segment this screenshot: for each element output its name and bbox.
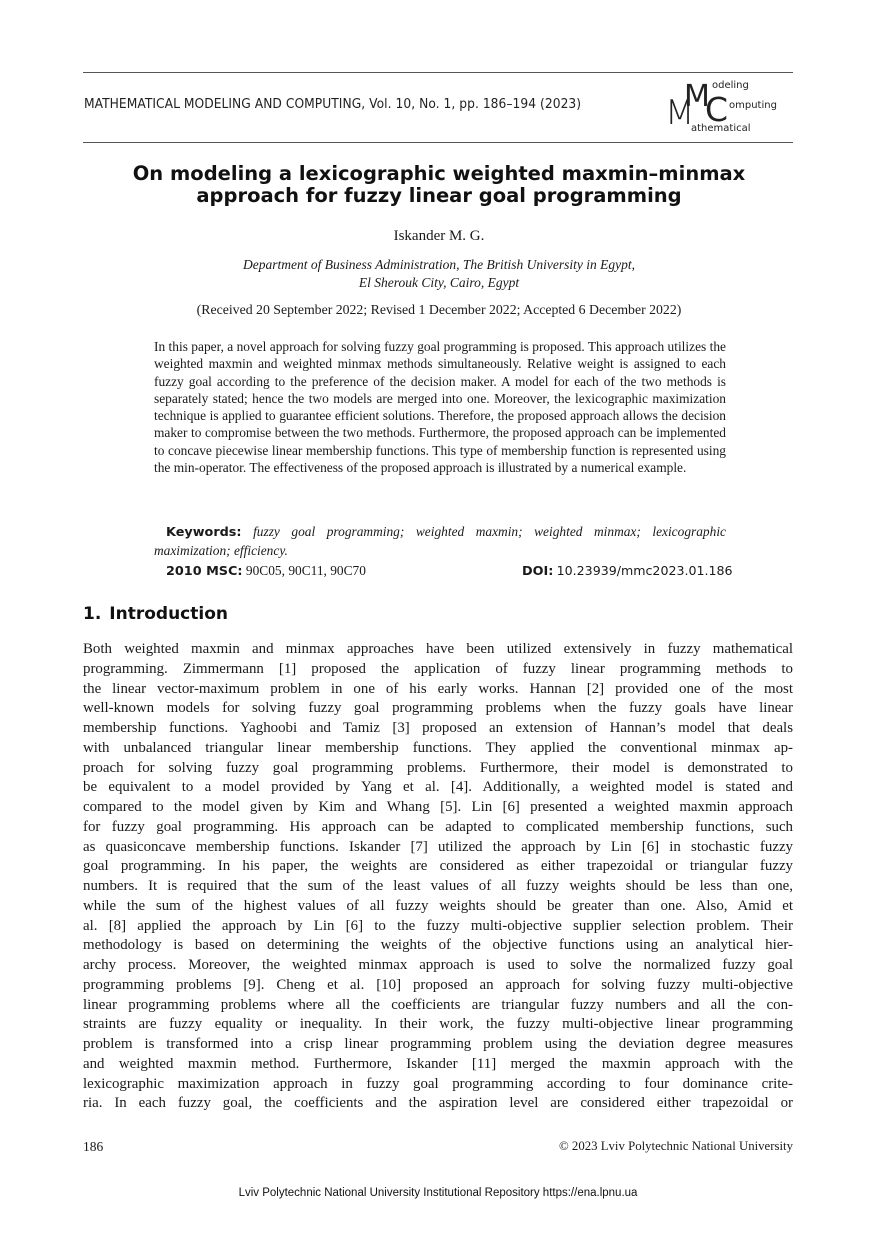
body-line: and weighted maxmin method. Furthermore, Iskander [11] merged the maxmin approach with the bbox=[83, 1055, 793, 1072]
body-line: for fuzzy goal programming. His approach can be adapted to complicated membership functions, such bbox=[83, 818, 793, 835]
body-line: Both weighted maxmin and minmax approaches have been utilized extensively in fuzzy mathematical bbox=[83, 641, 793, 657]
logo-mid-m: M bbox=[684, 79, 710, 114]
body-line: goal programming. In his paper, the weights are considered as either trapezoidal or triangular fuzzy bbox=[83, 858, 793, 875]
body-line: well-known models for solving fuzzy goal programming problems when the fuzzy goals have linear bbox=[83, 700, 793, 717]
submission-dates: (Received 20 September 2022; Revised 1 December 2022; Accepted 6 December 2022) bbox=[196, 302, 682, 317]
doi-label: DOI: bbox=[522, 564, 554, 579]
body-line: problem is transformed into a crisp linear programming problem using the deviation degree measures bbox=[83, 1036, 793, 1052]
body-line: al. [8] applied the approach by Lin [6] to the fuzzy multi-objective supplier selection problem. Their bbox=[83, 917, 793, 934]
body-line: membership functions. Yaghoobi and Tamiz [3] proposed an extension of Hannan’s model that deals bbox=[83, 720, 793, 736]
header-top-rule bbox=[83, 72, 793, 73]
affiliation bbox=[83, 256, 795, 292]
introduction-body bbox=[83, 640, 793, 1114]
body-line: while the sum of the highest values of all fuzzy weights should be greater than one. Also, Amid et bbox=[83, 897, 793, 914]
logo-big-m: M bbox=[665, 93, 695, 133]
body-line: numbers. It is required that the sum of the least values of all fuzzy weights should be less than one, bbox=[83, 878, 793, 894]
keywords bbox=[154, 523, 726, 559]
keywords-label: Keywords: bbox=[166, 525, 242, 540]
affiliation-line-1: Department of Business Administration, The British University in Egypt, bbox=[243, 257, 635, 272]
affiliation-line-2: El Sherouk City, Cairo, Egypt bbox=[358, 275, 520, 290]
body-line: with unbalanced triangular linear membership functions. They applied the conventional minmax ap- bbox=[83, 739, 793, 756]
author-name: Iskander M. G. bbox=[393, 228, 485, 244]
msc-label: 2010 MSC: bbox=[166, 564, 243, 579]
doi bbox=[522, 563, 733, 579]
mmc-logo bbox=[665, 80, 795, 138]
body-line: proach for solving fuzzy goal programming problems. Furthermore, their model is demonstrated to bbox=[83, 759, 793, 776]
body-line: straints are fuzzy equality or inequality. In their work, the fuzzy multi-objective linear programming bbox=[83, 1016, 793, 1033]
body-line: lexicographic maximization approach in fuzzy goal programming according to four dominance crite- bbox=[83, 1075, 793, 1092]
section-number: 1. bbox=[83, 604, 102, 624]
copyright-notice: © 2023 Lviv Polytechnic National University bbox=[559, 1139, 793, 1153]
abstract: In this paper, a novel approach for solving fuzzy goal programming is proposed. This approach utilizes the weighted maxmin and weighted minmax methods simultaneously. Relative weight is assigned to each fuzzy goal according to the preference of the decision maker. A model for each of the two methods is separately stated; hence the two models are merged into one. Moreover, the lexicographic maximization technique is applied to guarantee efficient solutions. Therefore, the proposed approach allows the decision maker to compromise between the two methods. Furthermore, the proposed approach can be implemented to concave piecewise linear membership functions. This type of membership function is represented using the min-operator. The effectiveness of the proposed approach is illustrated by a numerical example. bbox=[154, 339, 726, 476]
page-number: 186 bbox=[83, 1139, 104, 1154]
keywords-text: fuzzy goal programming; weighted maxmin; weighted minmax; lexicographic maximization; efficiency. bbox=[154, 524, 726, 558]
paper-title: On modeling a lexicographic weighted maxmin–minmax approach for fuzzy linear goal programming bbox=[132, 162, 746, 207]
body-line: the linear vector-maximum problem in one of his early works. Hannan [2] provided one of the most bbox=[83, 680, 793, 697]
header-bottom-rule bbox=[83, 142, 793, 143]
body-line: programming problems [9]. Cheng et al. [10] proposed an approach for solving fuzzy multi-objective bbox=[83, 976, 793, 993]
journal-citation: MATHEMATICAL MODELING AND COMPUTING, Vol. 10, No. 1, pp. 186–194 (2023) bbox=[84, 97, 582, 112]
doi-value[interactable]: 10.23939/mmc2023.01.186 bbox=[556, 563, 733, 578]
body-line: be equivalent to a model provided by Yang et al. [4]. Additionally, a weighted model is stated and bbox=[83, 779, 793, 796]
msc-classification bbox=[166, 563, 366, 579]
section-title: Introduction bbox=[109, 604, 228, 624]
body-line: as quasiconcave membership functions. Iskander [7] utilized the approach by Lin [6] in stochastic fuzzy bbox=[83, 838, 793, 855]
body-line: programming. Zimmermann [1] proposed the application of fuzzy linear programming methods to bbox=[83, 660, 793, 677]
msc-codes: 90C05, 90C11, 90C70 bbox=[245, 563, 366, 578]
logo-mathematical-text: athematical bbox=[691, 123, 751, 134]
section-heading-introduction bbox=[83, 604, 228, 624]
repository-footer: Lviv Polytechnic National University Institutional Repository https://ena.lpnu.ua bbox=[238, 1187, 638, 1199]
body-line: ria. In each fuzzy goal, the coefficients and the aspiration level are considered either trapezoidal or bbox=[83, 1095, 793, 1112]
body-line: archy process. Moreover, the weighted minmax approach is used to solve the normalized fuzzy goal bbox=[83, 957, 793, 973]
logo-computing-text: omputing bbox=[729, 100, 777, 111]
body-line: linear programming problems where all the coefficients are triangular fuzzy numbers and all the con- bbox=[83, 996, 793, 1013]
body-line: methodology is based on determining the weights of the objective functions using an analytical hier- bbox=[83, 937, 793, 954]
logo-modeling-text: odeling bbox=[712, 80, 749, 91]
logo-big-c: C bbox=[705, 90, 729, 129]
body-line: compared to the model given by Kim and Whang [5]. Lin [6] presented a weighted maxmin approach bbox=[83, 799, 793, 815]
